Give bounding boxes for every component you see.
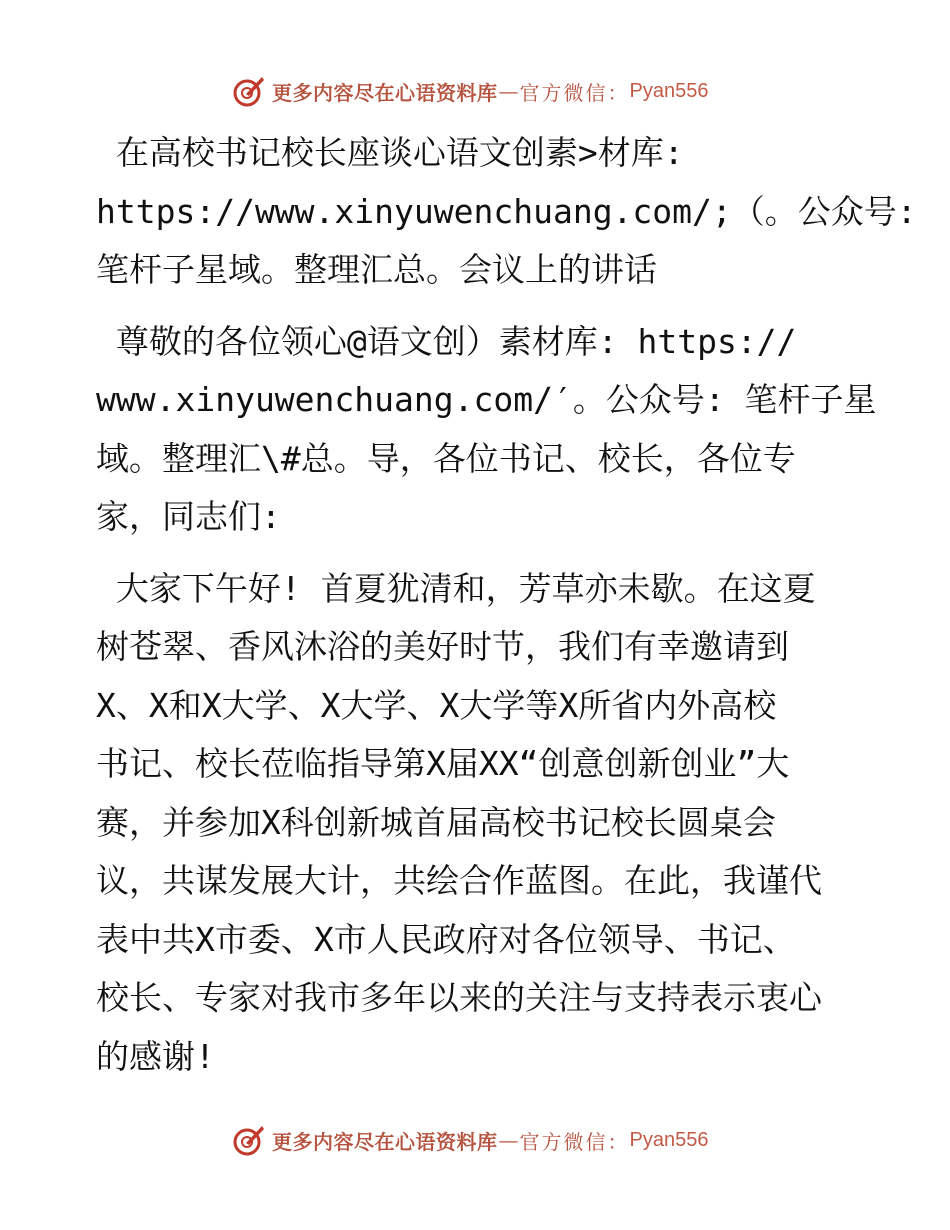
banner-brand-text: 更多内容尽在心语资料库 xyxy=(272,1129,498,1154)
text-line: 的感谢! xyxy=(96,1036,215,1076)
text-line: www.xinyuwenchuang.com/′。公众号: 笔杆子星 xyxy=(96,380,877,419)
banner-wechat-id: Pyan556 xyxy=(629,1128,709,1151)
text-line: 表中共X市委、X市人民政府对各位领导、书记、 xyxy=(96,919,796,959)
text-line: 家，同志们: xyxy=(96,497,281,536)
text-line: https://www.xinyuwenchuang.com/;（。公众号: xyxy=(96,191,917,231)
paragraph-salutation xyxy=(96,313,877,547)
paragraph-title xyxy=(96,124,917,300)
text-line: 域。整理汇\#总。导，各位书记、校长，各位专 xyxy=(96,438,796,478)
banner-wechat-id: Pyan556 xyxy=(629,79,709,102)
text-line: X、X和X大学、X大学、X大学等X所省内外高校 xyxy=(96,685,777,725)
text-line: 尊敬的各位领心@语文创）素材库: https:// xyxy=(96,321,797,361)
text-line: 校长、专家对我市多年以来的关注与支持表示衷心 xyxy=(96,978,822,1017)
banner-official-label: 官方微信： xyxy=(519,80,630,105)
header-banner xyxy=(232,71,752,111)
banner-dash: — xyxy=(498,79,519,103)
text-line: 笔杆子星域。整理汇总。会议上的讲话 xyxy=(96,250,657,289)
banner-dash: — xyxy=(498,1128,519,1152)
text-line: 大家下午好! 首夏犹清和，芳草亦未歇。在这夏 xyxy=(96,568,816,608)
text-line: 在高校书记校长座谈心语文创素>材库: xyxy=(96,133,684,172)
footer-banner xyxy=(232,1120,752,1160)
document-body xyxy=(96,124,917,1086)
quill-logo-icon xyxy=(232,74,266,108)
paragraph-greeting xyxy=(96,560,866,1087)
text-line: 书记、校长莅临指导第X届XX“创意创新创业”大 xyxy=(96,744,790,783)
quill-logo-icon xyxy=(232,1123,266,1157)
text-line: 树苍翠、香风沐浴的美好时节，我们有幸邀请到 xyxy=(96,627,789,666)
text-line: 议，共谋发展大计，共绘合作蓝图。在此，我谨代 xyxy=(96,861,822,900)
text-line: 赛，并参加X科创新城首届高校书记校长圆桌会 xyxy=(96,802,776,842)
banner-brand-text: 更多内容尽在心语资料库 xyxy=(272,80,498,105)
banner-official-label: 官方微信： xyxy=(519,1129,630,1154)
